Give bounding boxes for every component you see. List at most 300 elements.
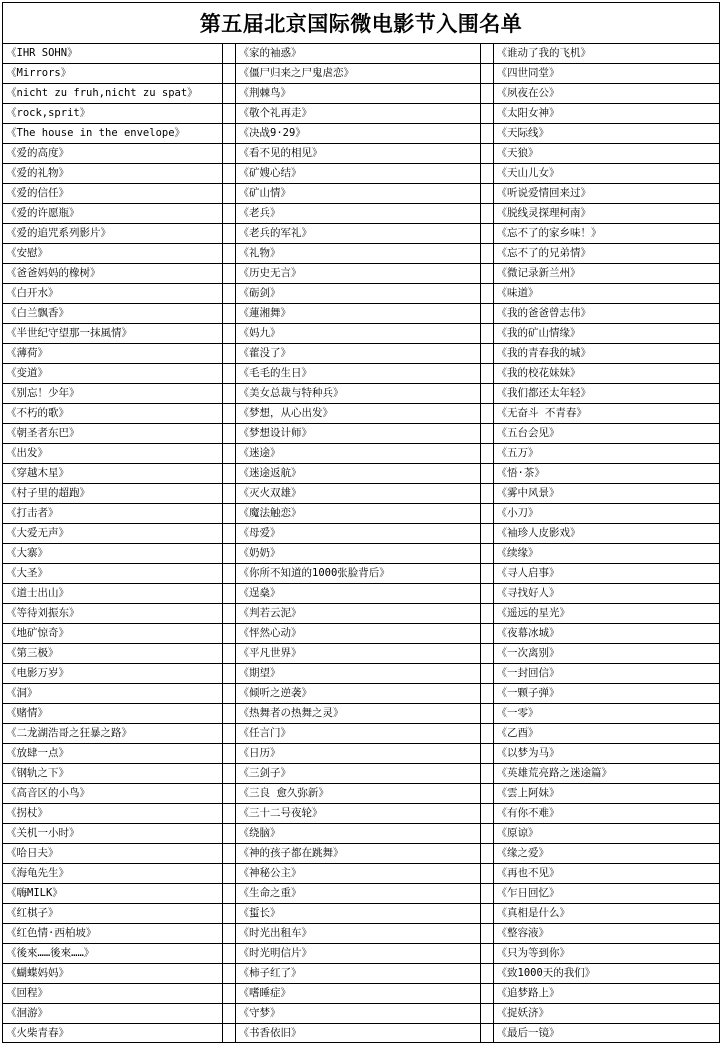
table-row xyxy=(3,544,719,564)
column-spacer xyxy=(480,384,493,404)
film-title-cell: 《三剑子》 xyxy=(235,764,480,784)
column-spacer xyxy=(480,204,493,224)
column-spacer xyxy=(222,184,235,204)
film-title-cell: 《僵尸归来之尸鬼虐恋》 xyxy=(235,64,480,84)
film-title-cell: 《整容液》 xyxy=(493,924,719,944)
film-title-cell: 《家的袖惑》 xyxy=(235,44,480,64)
column-spacer xyxy=(480,344,493,364)
film-title-cell: 《续缘》 xyxy=(493,544,719,564)
film-title-cell: 《三良 愈久弥新》 xyxy=(235,784,480,804)
film-title-cell: 《再也不见》 xyxy=(493,864,719,884)
film-title-cell: 《藿没了》 xyxy=(235,344,480,364)
table-row xyxy=(3,504,719,524)
film-title-cell: 《梦想，从心出发》 xyxy=(235,404,480,424)
film-title-cell: 《荆棘鸟》 xyxy=(235,84,480,104)
film-title-cell: 《洞》 xyxy=(3,684,222,704)
film-title-cell: 《一次离别》 xyxy=(493,644,719,664)
film-title-cell: 《神的孩子都在跳舞》 xyxy=(235,844,480,864)
column-spacer xyxy=(480,464,493,484)
film-title-cell: 《爱的追咒系列影片》 xyxy=(3,224,222,244)
film-title-cell: 《忘不了的家乡味！》 xyxy=(493,224,719,244)
film-title-cell: 《太阳女神》 xyxy=(493,104,719,124)
column-spacer xyxy=(222,924,235,944)
column-spacer xyxy=(222,844,235,864)
column-spacer xyxy=(222,504,235,524)
column-spacer xyxy=(480,64,493,84)
column-spacer xyxy=(222,164,235,184)
film-title-cell: 《乙酉》 xyxy=(493,724,719,744)
film-title-cell: 《绕脑》 xyxy=(235,824,480,844)
film-title-cell: 《天际线》 xyxy=(493,124,719,144)
column-spacer xyxy=(480,244,493,264)
film-title-cell: 《真相是什么》 xyxy=(493,904,719,924)
column-spacer xyxy=(222,764,235,784)
column-spacer xyxy=(480,904,493,924)
table-row xyxy=(3,724,719,744)
table-row xyxy=(3,864,719,884)
film-title-cell: 《回程》 xyxy=(3,984,222,1004)
table-row xyxy=(3,804,719,824)
table-row xyxy=(3,564,719,584)
table-row xyxy=(3,344,719,364)
film-title-cell: 《捉妖济》 xyxy=(493,1004,719,1024)
film-title-cell: 《倾听之逆袭》 xyxy=(235,684,480,704)
film-title-cell: 《寻人启事》 xyxy=(493,564,719,584)
column-spacer xyxy=(480,984,493,1004)
column-spacer xyxy=(480,424,493,444)
column-spacer xyxy=(222,1024,235,1044)
film-title-cell: 《朝圣者东巴》 xyxy=(3,424,222,444)
film-title-cell: 《谁动了我的飞机》 xyxy=(493,44,719,64)
film-title-cell: 《致1000天的我们》 xyxy=(493,964,719,984)
film-title-cell: 《关机一小时》 xyxy=(3,824,222,844)
film-title-cell: 《哈日夫》 xyxy=(3,844,222,864)
column-spacer xyxy=(480,824,493,844)
film-title-cell: 《矿嫂心结》 xyxy=(235,164,480,184)
table-row xyxy=(3,824,719,844)
column-spacer xyxy=(480,564,493,584)
table-row xyxy=(3,964,719,984)
film-title-cell: 《我的爸爸曾志伟》 xyxy=(493,304,719,324)
film-title-cell: 《小刀》 xyxy=(493,504,719,524)
film-title-cell: 《书香依旧》 xyxy=(235,1024,480,1044)
column-spacer xyxy=(222,584,235,604)
film-title-cell: 《缘之爱》 xyxy=(493,844,719,864)
column-spacer xyxy=(222,704,235,724)
table-row xyxy=(3,1004,719,1024)
film-title-cell: 《nicht zu fruh,nicht zu spat》 xyxy=(3,84,222,104)
film-title-cell: 《Mirrors》 xyxy=(3,64,222,84)
film-title-cell: 《薄荷》 xyxy=(3,344,222,364)
nominee-list-sheet xyxy=(2,2,720,1043)
film-title-cell: 《追梦路上》 xyxy=(493,984,719,1004)
column-spacer xyxy=(222,484,235,504)
column-spacer xyxy=(222,544,235,564)
film-title-cell: 《平凡世界》 xyxy=(235,644,480,664)
table-row xyxy=(3,984,719,1004)
column-spacer xyxy=(480,884,493,904)
table-row xyxy=(3,884,719,904)
film-title-cell: 《母爱》 xyxy=(235,524,480,544)
column-spacer xyxy=(480,44,493,64)
film-title-cell: 《决战9·29》 xyxy=(235,124,480,144)
film-title-cell: 《毛毛的生日》 xyxy=(235,364,480,384)
column-spacer xyxy=(480,664,493,684)
film-title-cell: 《一颗子弹》 xyxy=(493,684,719,704)
film-title-cell: 《钢轨之下》 xyxy=(3,764,222,784)
table-row xyxy=(3,584,719,604)
film-title-cell: 《你所不知道的1000张脸背后》 xyxy=(235,564,480,584)
film-title-cell: 《三十二号夜轮》 xyxy=(235,804,480,824)
table-row xyxy=(3,784,719,804)
table-row xyxy=(3,64,719,84)
column-spacer xyxy=(222,424,235,444)
film-title-cell: 《第三极》 xyxy=(3,644,222,664)
film-title-cell: 《生命之重》 xyxy=(235,884,480,904)
column-spacer xyxy=(222,44,235,64)
film-title-cell: 《夜幕冰城》 xyxy=(493,624,719,644)
column-spacer xyxy=(222,264,235,284)
film-title-cell: 《我的校花妹妹》 xyxy=(493,364,719,384)
film-title-cell: 《五台会见》 xyxy=(493,424,719,444)
film-title-cell: 《原谅》 xyxy=(493,824,719,844)
film-title-cell: 《时光明信片》 xyxy=(235,944,480,964)
film-title-cell: 《我们都还太年轻》 xyxy=(493,384,719,404)
film-title-cell: 《逞燊》 xyxy=(235,584,480,604)
film-title-cell: 《梦想设计师》 xyxy=(235,424,480,444)
film-title-cell: 《高音区的小鸟》 xyxy=(3,784,222,804)
film-title-cell: 《任言门》 xyxy=(235,724,480,744)
column-spacer xyxy=(480,604,493,624)
column-spacer xyxy=(480,724,493,744)
film-title-cell: 《袖珍人皮影戏》 xyxy=(493,524,719,544)
column-spacer xyxy=(222,964,235,984)
column-spacer xyxy=(222,224,235,244)
column-spacer xyxy=(480,144,493,164)
film-title-cell: 《看不见的相见》 xyxy=(235,144,480,164)
table-row xyxy=(3,224,719,244)
table-row xyxy=(3,944,719,964)
film-title-cell: 《乍日回忆》 xyxy=(493,884,719,904)
table-row xyxy=(3,444,719,464)
page-title: 第五届北京国际微电影节入围名单 xyxy=(3,3,719,44)
film-title-cell: 《英雄荒亮路之迷途篇》 xyxy=(493,764,719,784)
table-row xyxy=(3,464,719,484)
column-spacer xyxy=(222,84,235,104)
column-spacer xyxy=(222,864,235,884)
column-spacer xyxy=(480,524,493,544)
table-row xyxy=(3,624,719,644)
table-row xyxy=(3,844,719,864)
column-spacer xyxy=(480,924,493,944)
column-spacer xyxy=(222,664,235,684)
film-title-cell: 《五万》 xyxy=(493,444,719,464)
column-spacer xyxy=(222,304,235,324)
film-title-cell: 《老兵的军礼》 xyxy=(235,224,480,244)
column-spacer xyxy=(480,1024,493,1044)
film-title-cell: 《四世同堂》 xyxy=(493,64,719,84)
film-title-cell: 《红棋子》 xyxy=(3,904,222,924)
table-row xyxy=(3,264,719,284)
column-spacer xyxy=(222,444,235,464)
film-title-cell: 《一零》 xyxy=(493,704,719,724)
film-title-cell: 《蓮湘舞》 xyxy=(235,304,480,324)
film-title-cell: 《大爱无声》 xyxy=(3,524,222,544)
table-row xyxy=(3,904,719,924)
column-spacer xyxy=(480,624,493,644)
film-title-cell: 《怦然心动》 xyxy=(235,624,480,644)
film-title-cell: 《奶奶》 xyxy=(235,544,480,564)
column-spacer xyxy=(222,1004,235,1024)
table-row xyxy=(3,744,719,764)
film-title-cell: 《敬个礼再走》 xyxy=(235,104,480,124)
film-title-cell: 《礼物》 xyxy=(235,244,480,264)
table-row xyxy=(3,684,719,704)
film-title-cell: 《判若云泥》 xyxy=(235,604,480,624)
film-title-cell: 《寻找好人》 xyxy=(493,584,719,604)
film-title-cell: 《我的青春我的城》 xyxy=(493,344,719,364)
column-spacer xyxy=(480,324,493,344)
column-spacer xyxy=(222,884,235,904)
column-spacer xyxy=(480,124,493,144)
film-title-cell: 《守梦》 xyxy=(235,1004,480,1024)
film-title-cell: 《雲上阿妹》 xyxy=(493,784,719,804)
film-title-cell: 《悟·茶》 xyxy=(493,464,719,484)
table-row xyxy=(3,44,719,64)
film-title-cell: 《电影万岁》 xyxy=(3,664,222,684)
film-title-cell: 《有你不难》 xyxy=(493,804,719,824)
film-title-cell: 《大圣》 xyxy=(3,564,222,584)
table-row xyxy=(3,244,719,264)
film-title-cell: 《忘不了的兄弟情》 xyxy=(493,244,719,264)
film-title-cell: 《微记录新兰州》 xyxy=(493,264,719,284)
column-spacer xyxy=(480,184,493,204)
film-title-cell: 《爱的许愿瓶》 xyxy=(3,204,222,224)
column-spacer xyxy=(222,624,235,644)
column-spacer xyxy=(222,244,235,264)
film-title-cell: 《脱线灵探理柯南》 xyxy=(493,204,719,224)
column-spacer xyxy=(480,844,493,864)
film-title-cell: 《蜇长》 xyxy=(235,904,480,924)
table-row xyxy=(3,184,719,204)
column-spacer xyxy=(222,984,235,1004)
film-title-cell: 《天山儿女》 xyxy=(493,164,719,184)
column-spacer xyxy=(222,144,235,164)
column-spacer xyxy=(222,644,235,664)
column-spacer xyxy=(222,404,235,424)
table-row xyxy=(3,424,719,444)
film-title-cell: 《妈九》 xyxy=(235,324,480,344)
film-title-cell: 《遥远的星光》 xyxy=(493,604,719,624)
film-title-cell: 《二龙湖浩哥之狂暴之路》 xyxy=(3,724,222,744)
column-spacer xyxy=(480,804,493,824)
column-spacer xyxy=(480,764,493,784)
film-title-cell: 《历史无言》 xyxy=(235,264,480,284)
film-title-cell: 《红色情·西柏坡》 xyxy=(3,924,222,944)
column-spacer xyxy=(222,724,235,744)
column-spacer xyxy=(480,964,493,984)
table-row xyxy=(3,404,719,424)
column-spacer xyxy=(480,544,493,564)
film-title-cell: 《蝴蝶妈妈》 xyxy=(3,964,222,984)
column-spacer xyxy=(480,84,493,104)
column-spacer xyxy=(222,124,235,144)
column-spacer xyxy=(480,404,493,424)
film-title-cell: 《安慰》 xyxy=(3,244,222,264)
table-row xyxy=(3,924,719,944)
column-spacer xyxy=(222,524,235,544)
film-title-cell: 《变道》 xyxy=(3,364,222,384)
table-row xyxy=(3,484,719,504)
column-spacer xyxy=(222,324,235,344)
column-spacer xyxy=(480,504,493,524)
film-title-cell: 《穿越木星》 xyxy=(3,464,222,484)
film-title-cell: 《白开水》 xyxy=(3,284,222,304)
film-title-cell: 《拐杖》 xyxy=(3,804,222,824)
film-title-cell: 《出发》 xyxy=(3,444,222,464)
column-spacer xyxy=(480,264,493,284)
column-spacer xyxy=(222,744,235,764)
table-row xyxy=(3,284,719,304)
film-title-cell: 《砺剑》 xyxy=(235,284,480,304)
table-row xyxy=(3,84,719,104)
column-spacer xyxy=(480,304,493,324)
column-spacer xyxy=(480,164,493,184)
table-row xyxy=(3,324,719,344)
column-spacer xyxy=(222,784,235,804)
film-title-cell: 《夙夜在公》 xyxy=(493,84,719,104)
table-row xyxy=(3,704,719,724)
film-title-cell: 《听说爱情回来过》 xyxy=(493,184,719,204)
table-row xyxy=(3,1024,719,1044)
column-spacer xyxy=(480,584,493,604)
table-row xyxy=(3,364,719,384)
column-spacer xyxy=(222,64,235,84)
film-title-cell: 《爱的高度》 xyxy=(3,144,222,164)
film-title-cell: 《神秘公主》 xyxy=(235,864,480,884)
film-title-cell: 《爱的礼物》 xyxy=(3,164,222,184)
film-title-cell: 《柿子红了》 xyxy=(235,964,480,984)
column-spacer xyxy=(480,784,493,804)
column-spacer xyxy=(480,644,493,664)
film-title-cell: 《The house in the envelope》 xyxy=(3,124,222,144)
film-title-cell: 《味道》 xyxy=(493,284,719,304)
film-title-cell: 《嗨MILK》 xyxy=(3,884,222,904)
film-title-cell: 《迷途返航》 xyxy=(235,464,480,484)
film-title-cell: 《大寨》 xyxy=(3,544,222,564)
table-row xyxy=(3,604,719,624)
film-title-cell: 《雾中风景》 xyxy=(493,484,719,504)
column-spacer xyxy=(480,104,493,124)
table-row xyxy=(3,664,719,684)
table-row xyxy=(3,144,719,164)
film-title-cell: 《时光出租车》 xyxy=(235,924,480,944)
film-title-cell: 《魔法触恋》 xyxy=(235,504,480,524)
film-title-cell: 《地矿惊奇》 xyxy=(3,624,222,644)
film-title-cell: 《迷途》 xyxy=(235,444,480,464)
table-row xyxy=(3,764,719,784)
column-spacer xyxy=(222,364,235,384)
film-title-cell: 《只为等到你》 xyxy=(493,944,719,964)
film-title-cell: 《打击者》 xyxy=(3,504,222,524)
column-spacer xyxy=(222,384,235,404)
film-title-cell: 《不朽的歌》 xyxy=(3,404,222,424)
film-title-cell: 《爸爸妈妈的橡树》 xyxy=(3,264,222,284)
column-spacer xyxy=(480,944,493,964)
film-title-cell: 《赌情》 xyxy=(3,704,222,724)
column-spacer xyxy=(480,284,493,304)
film-title-cell: 《火柴青春》 xyxy=(3,1024,222,1044)
column-spacer xyxy=(222,824,235,844)
film-title-cell: 《等待刘振东》 xyxy=(3,604,222,624)
nominee-table xyxy=(3,44,719,1043)
column-spacer xyxy=(222,344,235,364)
film-title-cell: 《矿山情》 xyxy=(235,184,480,204)
table-row xyxy=(3,104,719,124)
film-title-cell: 《热舞者の热舞之灵》 xyxy=(235,704,480,724)
column-spacer xyxy=(222,604,235,624)
film-title-cell: 《我的矿山情缘》 xyxy=(493,324,719,344)
column-spacer xyxy=(480,444,493,464)
film-title-cell: 《IHR SOHN》 xyxy=(3,44,222,64)
film-title-cell: 《白兰飘香》 xyxy=(3,304,222,324)
table-row xyxy=(3,644,719,664)
table-row xyxy=(3,204,719,224)
column-spacer xyxy=(480,484,493,504)
column-spacer xyxy=(480,864,493,884)
table-row xyxy=(3,164,719,184)
table-row xyxy=(3,524,719,544)
column-spacer xyxy=(480,744,493,764)
column-spacer xyxy=(480,704,493,724)
column-spacer xyxy=(480,364,493,384)
table-row xyxy=(3,124,719,144)
column-spacer xyxy=(480,684,493,704)
film-title-cell: 《天狼》 xyxy=(493,144,719,164)
film-title-cell: 《老兵》 xyxy=(235,204,480,224)
column-spacer xyxy=(222,204,235,224)
film-title-cell: 《後來……後來……》 xyxy=(3,944,222,964)
film-title-cell: 《村子里的超跑》 xyxy=(3,484,222,504)
film-title-cell: 《一封回信》 xyxy=(493,664,719,684)
film-title-cell: 《最后一镜》 xyxy=(493,1024,719,1044)
column-spacer xyxy=(222,284,235,304)
table-row xyxy=(3,384,719,404)
film-title-cell: 《海龟先生》 xyxy=(3,864,222,884)
film-title-cell: 《无奋斗 不青春》 xyxy=(493,404,719,424)
column-spacer xyxy=(222,464,235,484)
column-spacer xyxy=(480,1004,493,1024)
column-spacer xyxy=(222,804,235,824)
column-spacer xyxy=(222,684,235,704)
column-spacer xyxy=(222,104,235,124)
film-title-cell: 《爱的信任》 xyxy=(3,184,222,204)
film-title-cell: 《放肆一点》 xyxy=(3,744,222,764)
film-title-cell: 《别忘！少年》 xyxy=(3,384,222,404)
table-row xyxy=(3,304,719,324)
column-spacer xyxy=(222,944,235,964)
column-spacer xyxy=(222,904,235,924)
film-title-cell: 《美女总裁与特种兵》 xyxy=(235,384,480,404)
film-title-cell: 《洄游》 xyxy=(3,1004,222,1024)
film-title-cell: 《半世纪守望那一抹風情》 xyxy=(3,324,222,344)
film-title-cell: 《日历》 xyxy=(235,744,480,764)
film-title-cell: 《嗜睡症》 xyxy=(235,984,480,1004)
film-title-cell: 《期望》 xyxy=(235,664,480,684)
film-title-cell: 《灭火双雄》 xyxy=(235,484,480,504)
column-spacer xyxy=(222,564,235,584)
film-title-cell: 《rock,sprit》 xyxy=(3,104,222,124)
